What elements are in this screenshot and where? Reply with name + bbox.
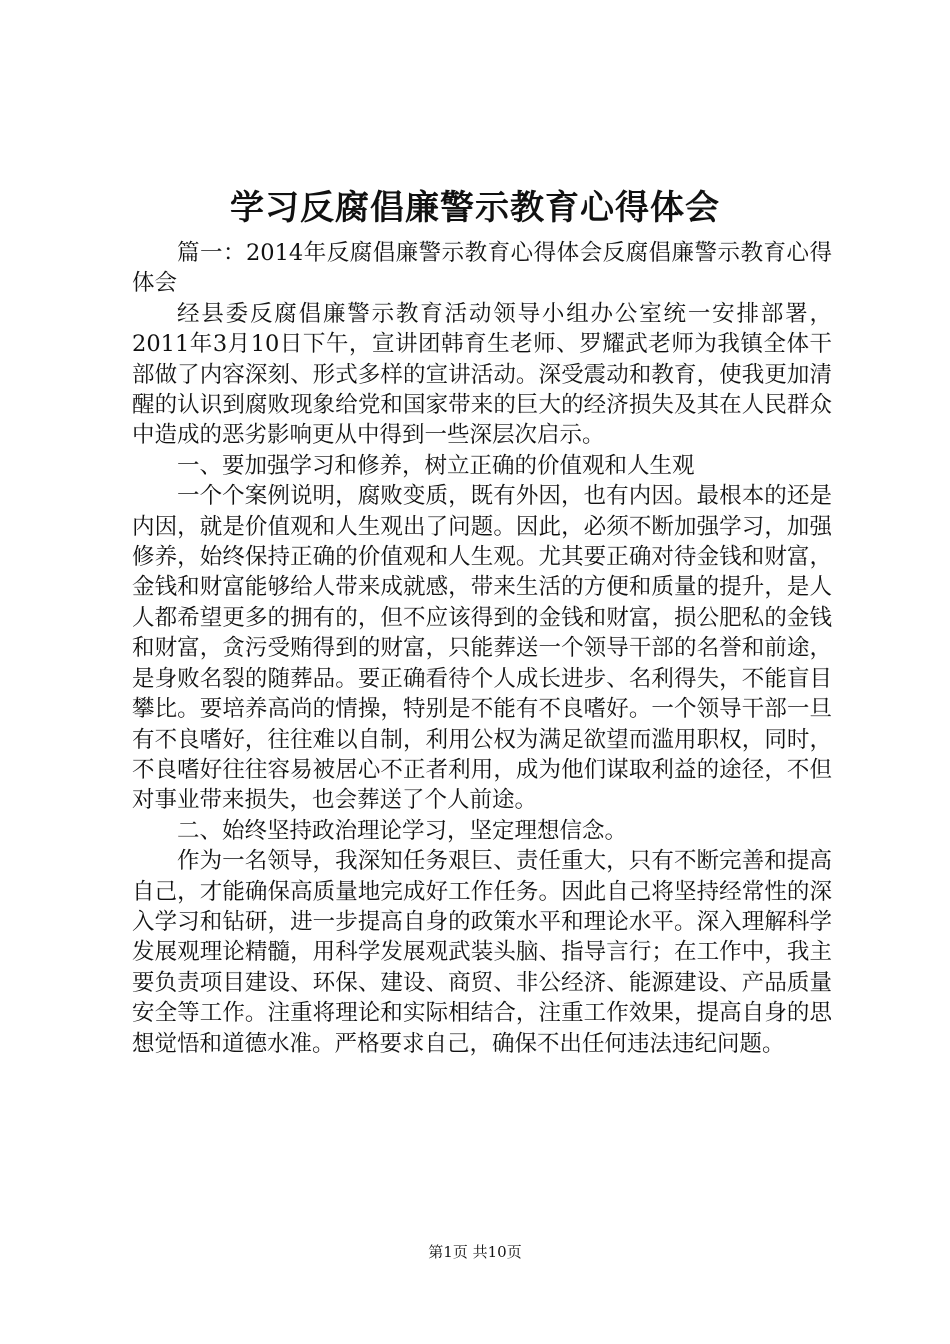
paragraph-intro-heading: 篇一：2014年反腐倡廉警示教育心得体会反腐倡廉警示教育心得体会 — [132, 240, 832, 297]
document-body — [132, 238, 832, 1059]
document-title: 学习反腐倡廉警示教育心得体会 — [230, 188, 720, 228]
paragraph-section-2: 作为一名领导，我深知任务艰巨、责任重大，只有不断完善和提高自己，才能确保高质量地完成好工作任务。因此自己将坚持经常性的深入学习和钻研，进一步提高自身的政策水平和理论水平。深入理解科学发展观理论精髓，用科学发展观武装头脑、指导言行；在工作中，我主要负责项目建设、环保、建设、商贸、非公经济、能源建设、产品质量安全等工作。注重将理论和实际相结合，注重工作效果，提高自身的思想觉悟和道德水准。严格要求自己，确保不出任何违法违纪问题。 — [132, 848, 832, 1057]
page-number-footer: 第1页 共10页 — [428, 1243, 522, 1261]
section-heading-2: 二、始终坚持政治理论学习，坚定理想信念。 — [177, 817, 628, 844]
paragraph-section-1: 一个个案例说明，腐败变质，既有外因，也有内因。最根本的还是内因，就是价值观和人生观出了问题。因此，必须不断加强学习，加强修养，始终保持正确的价值观和人生观。尤其要正确对待金钱和财富，金钱和财富能够给人带来成就感，带来生活的方便和质量的提升，是人人都希望更多的拥有的，但不应该得到的金钱和财富，损公肥私的金钱和财富，贪污受贿得到的财富，只能葬送一个领导干部的名誉和前途，是身败名裂的随葬品。要正确看待个人成长进步、名利得失，不能盲目攀比。要培养高尚的情操，特别是不能有不良嗜好。一个领导干部一旦有不良嗜好，往往难以自制，利用公权为满足欲望而滥用职权，同时，不良嗜好往往容易被居心不正者利用，成为他们谋取利益的途径，不但对事业带来损失，也会葬送了个人前途。 — [132, 483, 832, 814]
paragraph-background: 经县委反腐倡廉警示教育活动领导小组办公室统一安排部署，2011年3月10日下午，宣讲团韩育生老师、罗耀武老师为我镇全体干部做了内容深刻、形式多样的宣讲活动。深受震动和教育，使我更加清醒的认识到腐败现象给党和国家带来的巨大的经济损失及其在人民群众中造成的恶劣影响更从中得到一些深层次启示。 — [132, 300, 832, 449]
section-heading-1: 一、要加强学习和修养，树立正确的价值观和人生观 — [177, 452, 695, 479]
